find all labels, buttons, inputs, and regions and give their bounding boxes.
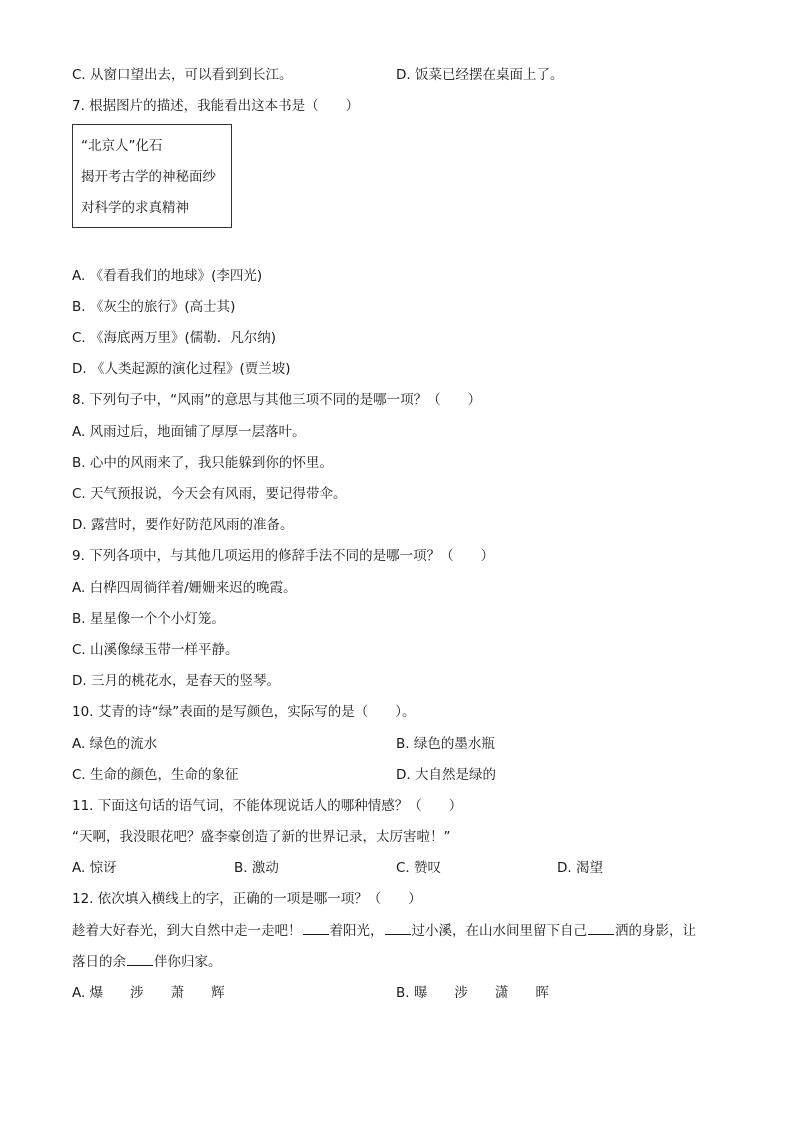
fill-blank[interactable] bbox=[385, 922, 411, 935]
q7-option-b: B. 《灰尘的旅行》(高士其) bbox=[72, 299, 236, 315]
q8-option-b: B. 心中的风雨来了，我只能躲到你的怀里。 bbox=[72, 455, 333, 471]
q12-text: 伴你归家。 bbox=[154, 954, 222, 970]
q12-option-b: B. 曝 涉 潇 晖 bbox=[396, 985, 549, 1001]
q7-option-c: C. 《海底两万里》(儒勒．凡尔纳) bbox=[72, 330, 277, 346]
q7-description-box bbox=[72, 124, 232, 228]
q10-option-c: C. 生命的颜色，生命的象征 bbox=[72, 767, 239, 783]
q11-option-d: D. 渴望 bbox=[557, 860, 603, 876]
q7-option-d: D. 《人类起源的演化过程》(贾兰坡) bbox=[72, 361, 291, 377]
q9-option-a: A. 白桦四周徜徉着/姗姗来迟的晚霞。 bbox=[72, 580, 297, 596]
q10-option-b: B. 绿色的墨水瓶 bbox=[396, 736, 495, 752]
q7-box-line: “北京人”化石 bbox=[81, 138, 163, 154]
q12-option-a: A. 爆 涉 萧 辉 bbox=[72, 985, 225, 1001]
fill-blank[interactable] bbox=[303, 922, 329, 935]
q8-stem: 8. 下列句子中，“风雨”的意思与其他三项不同的是哪一项？（ ） bbox=[72, 392, 482, 408]
q8-option-a: A. 风雨过后，地面铺了厚厚一层落叶。 bbox=[72, 424, 306, 440]
q6-option-d: D. 饭菜已经摆在桌面上了。 bbox=[396, 67, 564, 83]
q7-box-line: 对科学的求真精神 bbox=[81, 200, 189, 216]
q12-text: 趁着大好春光，到大自然中走一走吧！ bbox=[72, 923, 302, 939]
q11-option-a: A. 惊讶 bbox=[72, 860, 117, 876]
q12-text: 落日的余 bbox=[72, 954, 126, 970]
q12-passage-line1 bbox=[72, 922, 696, 940]
q7-option-a: A. 《看看我们的地球》(李四光) bbox=[72, 268, 263, 284]
q8-option-c: C. 天气预报说，今天会有风雨，要记得带伞。 bbox=[72, 486, 347, 502]
q8-option-d: D. 露营时，要作好防范风雨的准备。 bbox=[72, 517, 294, 533]
fill-blank[interactable] bbox=[588, 922, 614, 935]
q11-option-b: B. 激动 bbox=[234, 860, 279, 876]
q9-option-c: C. 山溪像绿玉带一样平静。 bbox=[72, 642, 239, 658]
q11-stem: 11. 下面这句话的语气词，不能体现说话人的哪种情感？（ ） bbox=[72, 798, 463, 814]
fill-blank[interactable] bbox=[127, 953, 153, 966]
q12-passage-line2 bbox=[72, 953, 222, 971]
q12-stem: 12. 依次填入横线上的字，正确的一项是哪一项？（ ） bbox=[72, 891, 422, 907]
q9-stem: 9. 下列各项中，与其他几项运用的修辞手法不同的是哪一项？（ ） bbox=[72, 548, 495, 564]
q12-text: 着阳光， bbox=[329, 923, 384, 939]
q12-text: 洒的身影，让 bbox=[615, 923, 696, 939]
q11-quote: “天啊，我没眼花吧？盛李豪创造了新的世界记录，太厉害啦！” bbox=[72, 829, 451, 845]
q6-option-c: C. 从窗口望出去，可以看到到长江。 bbox=[72, 67, 293, 83]
q9-option-b: B. 星星像一个个小灯笼。 bbox=[72, 611, 225, 627]
q10-option-a: A. 绿色的流水 bbox=[72, 736, 158, 752]
q7-stem: 7. 根据图片的描述，我能看出这本书是（ ） bbox=[72, 98, 360, 114]
q11-option-c: C. 赞叹 bbox=[396, 860, 442, 876]
q10-stem: 10. 艾青的诗“绿”表面的是写颜色，实际写的是（ ）。 bbox=[72, 704, 416, 720]
q12-text: 过小溪，在山水间里留下自己 bbox=[411, 923, 587, 939]
q7-box-line: 揭开考古学的神秘面纱 bbox=[81, 169, 216, 185]
q10-option-d: D. 大自然是绿的 bbox=[396, 767, 496, 783]
q9-option-d: D. 三月的桃花水，是春天的竖琴。 bbox=[72, 673, 280, 689]
